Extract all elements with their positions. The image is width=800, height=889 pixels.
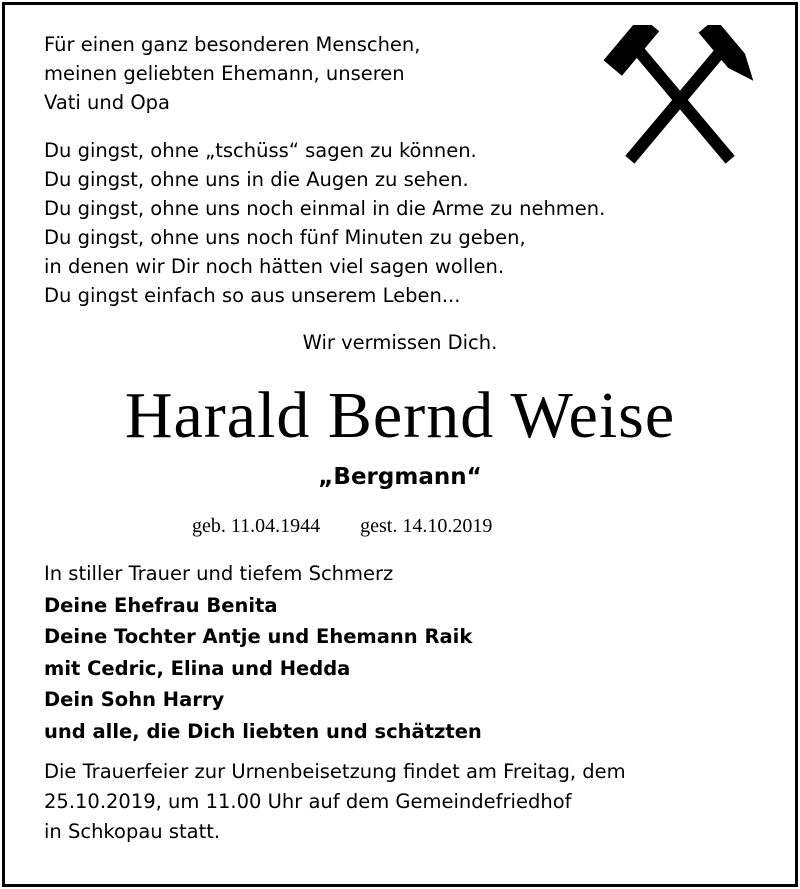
mourners-block (44, 558, 482, 747)
intro-line: Für einen ganz besonderen Menschen, (44, 33, 421, 56)
verse-line: Du gingst, ohne uns noch einmal in die Arme zu nehmen. (44, 197, 606, 220)
death-date: gest. 14.10.2019 (360, 515, 493, 537)
mourner-line: und alle, die Dich liebten und schätzten (44, 719, 482, 743)
service-line: Die Trauerfeier zur Urnenbeisetzung findet am Freitag, dem (44, 760, 626, 783)
verse-line: in denen wir Dir noch hätten viel sagen wollen. (44, 255, 505, 278)
service-notice (44, 757, 626, 847)
closing-line: Wir vermissen Dich. (302, 331, 498, 354)
verse-line: Du gingst, ohne „tschüss“ sagen zu können. (44, 139, 477, 162)
verse-line: Du gingst einfach so aus unserem Leben... (44, 284, 461, 307)
mourner-line: mit Cedric, Elina und Hedda (44, 656, 351, 680)
deceased-name: Harald Bernd Weise (124, 379, 676, 452)
crossed-hammers-icon (600, 25, 760, 175)
birth-date: geb. 11.04.1944 (192, 515, 321, 537)
verse-line: Du gingst, ohne uns noch fünf Minuten zu geben, (44, 226, 526, 249)
mourners-intro: In stiller Trauer und tiefem Schmerz (44, 562, 394, 585)
verse-text (44, 136, 605, 310)
intro-text (44, 30, 421, 117)
service-line: in Schkopau statt. (44, 820, 221, 843)
nickname: „Bergmann“ (318, 464, 482, 490)
intro-line: Vati und Opa (44, 91, 171, 114)
mourner-line: Deine Ehefrau Benita (44, 593, 278, 617)
life-dates (192, 515, 492, 538)
verse-line: Du gingst, ohne uns in die Augen zu sehen. (44, 168, 469, 191)
service-line: 25.10.2019, um 11.00 Uhr auf dem Gemeindefriedhof (44, 790, 572, 813)
mourner-line: Dein Sohn Harry (44, 688, 225, 711)
mourner-line: Deine Tochter Antje und Ehemann Raik (44, 625, 473, 648)
intro-line: meinen geliebten Ehemann, unseren (44, 62, 405, 85)
